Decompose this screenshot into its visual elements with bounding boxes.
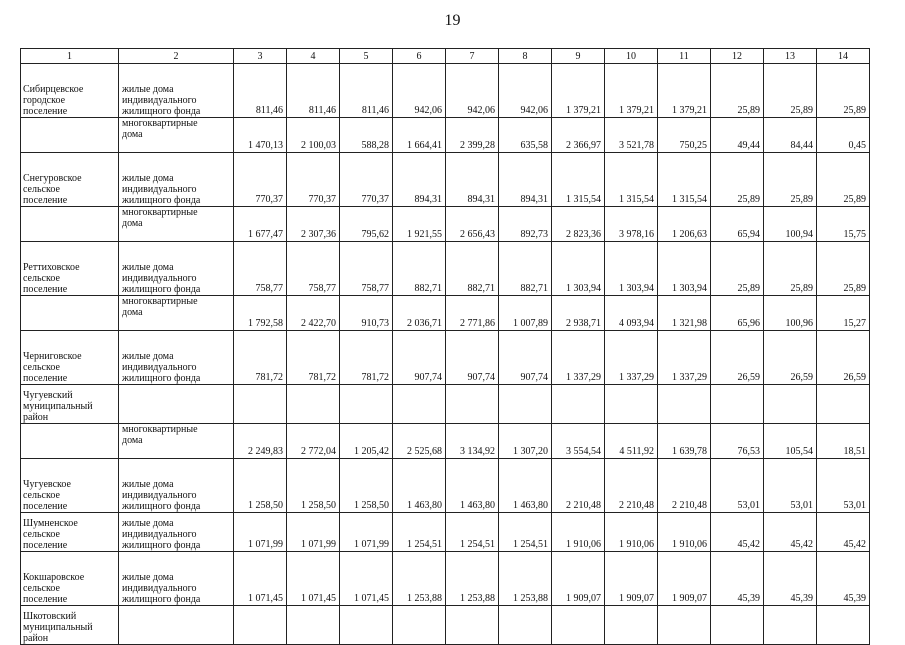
value-cell-col-6: 894,31 xyxy=(393,153,446,207)
value-cell-col-3: 770,37 xyxy=(234,153,287,207)
value-cell-col-12: 25,89 xyxy=(711,242,764,296)
table-row xyxy=(21,64,870,118)
value-cell-col-9 xyxy=(552,385,605,424)
column-header-10: 10 xyxy=(605,49,658,64)
value-cell-col-7: 1 463,80 xyxy=(446,459,499,513)
value-cell-col-5: 1 258,50 xyxy=(340,459,393,513)
value-cell-col-5: 910,73 xyxy=(340,296,393,331)
value-cell-col-11: 1 910,06 xyxy=(658,513,711,552)
value-cell-col-7: 1 254,51 xyxy=(446,513,499,552)
value-cell-col-13: 100,96 xyxy=(764,296,817,331)
value-cell-col-10: 4 093,94 xyxy=(605,296,658,331)
column-header-6: 6 xyxy=(393,49,446,64)
value-cell-col-8 xyxy=(499,606,552,645)
value-cell-col-10: 4 511,92 xyxy=(605,424,658,459)
value-cell-col-13: 25,89 xyxy=(764,242,817,296)
value-cell-col-11: 1 337,29 xyxy=(658,331,711,385)
value-cell-col-7: 3 134,92 xyxy=(446,424,499,459)
value-cell-col-6: 2 525,68 xyxy=(393,424,446,459)
value-cell-col-4: 2 772,04 xyxy=(287,424,340,459)
value-cell-col-11: 750,25 xyxy=(658,118,711,153)
table-row xyxy=(21,331,870,385)
housing-type: многоквартирные дома xyxy=(119,207,234,242)
value-cell-col-3: 2 249,83 xyxy=(234,424,287,459)
table-row xyxy=(21,153,870,207)
value-cell-col-13: 100,94 xyxy=(764,207,817,242)
value-cell-col-3: 811,46 xyxy=(234,64,287,118)
column-header-9: 9 xyxy=(552,49,605,64)
settlement-name: Кокшаровское сельское поселение xyxy=(21,552,119,606)
value-cell-col-5: 811,46 xyxy=(340,64,393,118)
value-cell-col-8: 1 253,88 xyxy=(499,552,552,606)
settlement-name: Сибирцевское городское поселение xyxy=(21,64,119,118)
value-cell-col-14: 25,89 xyxy=(817,242,870,296)
value-cell-col-10: 1 379,21 xyxy=(605,64,658,118)
column-header-14: 14 xyxy=(817,49,870,64)
housing-type: жилые дома индивидуального жилищного фонда xyxy=(119,242,234,296)
value-cell-col-11: 1 321,98 xyxy=(658,296,711,331)
table-row xyxy=(21,513,870,552)
value-cell-col-3: 1 071,45 xyxy=(234,552,287,606)
value-cell-col-4: 2 422,70 xyxy=(287,296,340,331)
value-cell-col-14: 15,75 xyxy=(817,207,870,242)
value-cell-col-5: 588,28 xyxy=(340,118,393,153)
housing-type xyxy=(119,606,234,645)
housing-type xyxy=(119,385,234,424)
value-cell-col-14 xyxy=(817,606,870,645)
value-cell-col-9: 1 910,06 xyxy=(552,513,605,552)
value-cell-col-12: 53,01 xyxy=(711,459,764,513)
value-cell-col-14: 26,59 xyxy=(817,331,870,385)
value-cell-col-10: 3 978,16 xyxy=(605,207,658,242)
value-cell-col-8: 882,71 xyxy=(499,242,552,296)
value-cell-col-5 xyxy=(340,606,393,645)
value-cell-col-8: 1 254,51 xyxy=(499,513,552,552)
settlement-name xyxy=(21,118,119,153)
value-cell-col-6: 942,06 xyxy=(393,64,446,118)
value-cell-col-6: 882,71 xyxy=(393,242,446,296)
value-cell-col-13: 25,89 xyxy=(764,153,817,207)
settlement-name: Снегуровское сельское поселение xyxy=(21,153,119,207)
value-cell-col-6 xyxy=(393,606,446,645)
value-cell-col-7: 894,31 xyxy=(446,153,499,207)
table-row xyxy=(21,296,870,331)
value-cell-col-14: 18,51 xyxy=(817,424,870,459)
value-cell-col-4 xyxy=(287,606,340,645)
value-cell-col-3: 758,77 xyxy=(234,242,287,296)
value-cell-col-11 xyxy=(658,385,711,424)
column-header-5: 5 xyxy=(340,49,393,64)
value-cell-col-6: 1 253,88 xyxy=(393,552,446,606)
tariff-table xyxy=(20,48,870,645)
value-cell-col-9: 1 303,94 xyxy=(552,242,605,296)
value-cell-col-8: 942,06 xyxy=(499,64,552,118)
value-cell-col-11: 1 909,07 xyxy=(658,552,711,606)
housing-type: многоквартирные дома xyxy=(119,296,234,331)
value-cell-col-14: 53,01 xyxy=(817,459,870,513)
value-cell-col-4: 1 258,50 xyxy=(287,459,340,513)
value-cell-col-6: 2 036,71 xyxy=(393,296,446,331)
value-cell-col-14: 15,27 xyxy=(817,296,870,331)
value-cell-col-4: 811,46 xyxy=(287,64,340,118)
value-cell-col-4 xyxy=(287,385,340,424)
header-row xyxy=(21,49,870,64)
value-cell-col-5: 1 071,99 xyxy=(340,513,393,552)
value-cell-col-8: 894,31 xyxy=(499,153,552,207)
value-cell-col-11: 1 303,94 xyxy=(658,242,711,296)
value-cell-col-4: 1 071,45 xyxy=(287,552,340,606)
housing-type: жилые дома индивидуального жилищного фонда xyxy=(119,331,234,385)
value-cell-col-10: 1 910,06 xyxy=(605,513,658,552)
value-cell-col-8: 1 463,80 xyxy=(499,459,552,513)
value-cell-col-10: 2 210,48 xyxy=(605,459,658,513)
value-cell-col-9: 1 315,54 xyxy=(552,153,605,207)
value-cell-col-13: 25,89 xyxy=(764,64,817,118)
value-cell-col-14: 45,42 xyxy=(817,513,870,552)
value-cell-col-7 xyxy=(446,606,499,645)
value-cell-col-12 xyxy=(711,606,764,645)
housing-type: жилые дома индивидуального жилищного фонда xyxy=(119,64,234,118)
value-cell-col-12: 25,89 xyxy=(711,153,764,207)
value-cell-col-11: 1 206,63 xyxy=(658,207,711,242)
value-cell-col-14: 45,39 xyxy=(817,552,870,606)
value-cell-col-13: 53,01 xyxy=(764,459,817,513)
value-cell-col-7: 1 253,88 xyxy=(446,552,499,606)
value-cell-col-7: 2 771,86 xyxy=(446,296,499,331)
column-header-3: 3 xyxy=(234,49,287,64)
column-header-8: 8 xyxy=(499,49,552,64)
value-cell-col-4: 781,72 xyxy=(287,331,340,385)
value-cell-col-7 xyxy=(446,385,499,424)
value-cell-col-5: 781,72 xyxy=(340,331,393,385)
value-cell-col-9: 3 554,54 xyxy=(552,424,605,459)
value-cell-col-12: 65,94 xyxy=(711,207,764,242)
value-cell-col-12: 76,53 xyxy=(711,424,764,459)
value-cell-col-8: 1 307,20 xyxy=(499,424,552,459)
value-cell-col-11: 1 639,78 xyxy=(658,424,711,459)
value-cell-col-5: 1 071,45 xyxy=(340,552,393,606)
column-header-1: 1 xyxy=(21,49,119,64)
value-cell-col-8: 1 007,89 xyxy=(499,296,552,331)
table-row xyxy=(21,424,870,459)
value-cell-col-6: 1 664,41 xyxy=(393,118,446,153)
housing-type: жилые дома индивидуального жилищного фонда xyxy=(119,552,234,606)
value-cell-col-12 xyxy=(711,385,764,424)
value-cell-col-3: 1 258,50 xyxy=(234,459,287,513)
value-cell-col-13: 84,44 xyxy=(764,118,817,153)
settlement-name xyxy=(21,207,119,242)
value-cell-col-10: 1 303,94 xyxy=(605,242,658,296)
value-cell-col-5: 758,77 xyxy=(340,242,393,296)
value-cell-col-8 xyxy=(499,385,552,424)
value-cell-col-6: 907,74 xyxy=(393,331,446,385)
table-row xyxy=(21,459,870,513)
value-cell-col-9: 2 823,36 xyxy=(552,207,605,242)
value-cell-col-6: 1 921,55 xyxy=(393,207,446,242)
table-row xyxy=(21,552,870,606)
value-cell-col-5 xyxy=(340,385,393,424)
value-cell-col-9: 1 909,07 xyxy=(552,552,605,606)
value-cell-col-11: 1 379,21 xyxy=(658,64,711,118)
value-cell-col-7: 907,74 xyxy=(446,331,499,385)
housing-type: жилые дома индивидуального жилищного фонда xyxy=(119,153,234,207)
page-number: 19 xyxy=(444,12,461,29)
value-cell-col-11: 1 315,54 xyxy=(658,153,711,207)
column-header-2: 2 xyxy=(119,49,234,64)
value-cell-col-9: 1 337,29 xyxy=(552,331,605,385)
value-cell-col-11 xyxy=(658,606,711,645)
value-cell-col-8: 907,74 xyxy=(499,331,552,385)
value-cell-col-4: 770,37 xyxy=(287,153,340,207)
value-cell-col-14 xyxy=(817,385,870,424)
value-cell-col-14: 25,89 xyxy=(817,153,870,207)
housing-type: жилые дома индивидуального жилищного фонда xyxy=(119,459,234,513)
value-cell-col-12: 45,42 xyxy=(711,513,764,552)
value-cell-col-3: 781,72 xyxy=(234,331,287,385)
column-header-4: 4 xyxy=(287,49,340,64)
value-cell-col-9: 2 210,48 xyxy=(552,459,605,513)
column-header-12: 12 xyxy=(711,49,764,64)
value-cell-col-12: 26,59 xyxy=(711,331,764,385)
value-cell-col-10: 1 315,54 xyxy=(605,153,658,207)
value-cell-col-12: 25,89 xyxy=(711,64,764,118)
value-cell-col-5: 770,37 xyxy=(340,153,393,207)
value-cell-col-6: 1 463,80 xyxy=(393,459,446,513)
table-row xyxy=(21,385,870,424)
settlement-name: Шкотовский муниципальный район xyxy=(21,606,119,645)
value-cell-col-7: 2 656,43 xyxy=(446,207,499,242)
value-cell-col-13: 45,39 xyxy=(764,552,817,606)
value-cell-col-6 xyxy=(393,385,446,424)
settlement-name xyxy=(21,424,119,459)
value-cell-col-9 xyxy=(552,606,605,645)
value-cell-col-12: 49,44 xyxy=(711,118,764,153)
settlement-name: Шумненское сельское поселение xyxy=(21,513,119,552)
value-cell-col-10 xyxy=(605,385,658,424)
value-cell-col-5: 795,62 xyxy=(340,207,393,242)
table-row xyxy=(21,118,870,153)
value-cell-col-3 xyxy=(234,606,287,645)
value-cell-col-4: 1 071,99 xyxy=(287,513,340,552)
value-cell-col-3: 1 792,58 xyxy=(234,296,287,331)
settlement-name: Черниговское сельское поселение xyxy=(21,331,119,385)
housing-type: жилые дома индивидуального жилищного фонда xyxy=(119,513,234,552)
value-cell-col-4: 758,77 xyxy=(287,242,340,296)
value-cell-col-10: 3 521,78 xyxy=(605,118,658,153)
table-row xyxy=(21,606,870,645)
value-cell-col-7: 882,71 xyxy=(446,242,499,296)
value-cell-col-10: 1 337,29 xyxy=(605,331,658,385)
value-cell-col-13: 45,42 xyxy=(764,513,817,552)
value-cell-col-14: 25,89 xyxy=(817,64,870,118)
value-cell-col-12: 65,96 xyxy=(711,296,764,331)
value-cell-col-8: 635,58 xyxy=(499,118,552,153)
value-cell-col-4: 2 100,03 xyxy=(287,118,340,153)
value-cell-col-7: 942,06 xyxy=(446,64,499,118)
value-cell-col-3: 1 071,99 xyxy=(234,513,287,552)
column-header-11: 11 xyxy=(658,49,711,64)
value-cell-col-13: 105,54 xyxy=(764,424,817,459)
table-row xyxy=(21,242,870,296)
settlement-name: Чугуевское сельское поселение xyxy=(21,459,119,513)
value-cell-col-7: 2 399,28 xyxy=(446,118,499,153)
value-cell-col-13: 26,59 xyxy=(764,331,817,385)
settlement-name xyxy=(21,296,119,331)
value-cell-col-9: 1 379,21 xyxy=(552,64,605,118)
housing-type: многоквартирные дома xyxy=(119,424,234,459)
column-header-13: 13 xyxy=(764,49,817,64)
settlement-name: Реттиховское сельское поселение xyxy=(21,242,119,296)
value-cell-col-8: 892,73 xyxy=(499,207,552,242)
settlement-name: Чугуевский муниципальный район xyxy=(21,385,119,424)
value-cell-col-13 xyxy=(764,385,817,424)
value-cell-col-3: 1 677,47 xyxy=(234,207,287,242)
value-cell-col-5: 1 205,42 xyxy=(340,424,393,459)
housing-type: многоквартирные дома xyxy=(119,118,234,153)
value-cell-col-13 xyxy=(764,606,817,645)
value-cell-col-14: 0,45 xyxy=(817,118,870,153)
column-header-7: 7 xyxy=(446,49,499,64)
value-cell-col-11: 2 210,48 xyxy=(658,459,711,513)
value-cell-col-9: 2 366,97 xyxy=(552,118,605,153)
value-cell-col-3 xyxy=(234,385,287,424)
value-cell-col-9: 2 938,71 xyxy=(552,296,605,331)
table-row xyxy=(21,207,870,242)
value-cell-col-4: 2 307,36 xyxy=(287,207,340,242)
value-cell-col-6: 1 254,51 xyxy=(393,513,446,552)
value-cell-col-3: 1 470,13 xyxy=(234,118,287,153)
value-cell-col-12: 45,39 xyxy=(711,552,764,606)
value-cell-col-10 xyxy=(605,606,658,645)
value-cell-col-10: 1 909,07 xyxy=(605,552,658,606)
